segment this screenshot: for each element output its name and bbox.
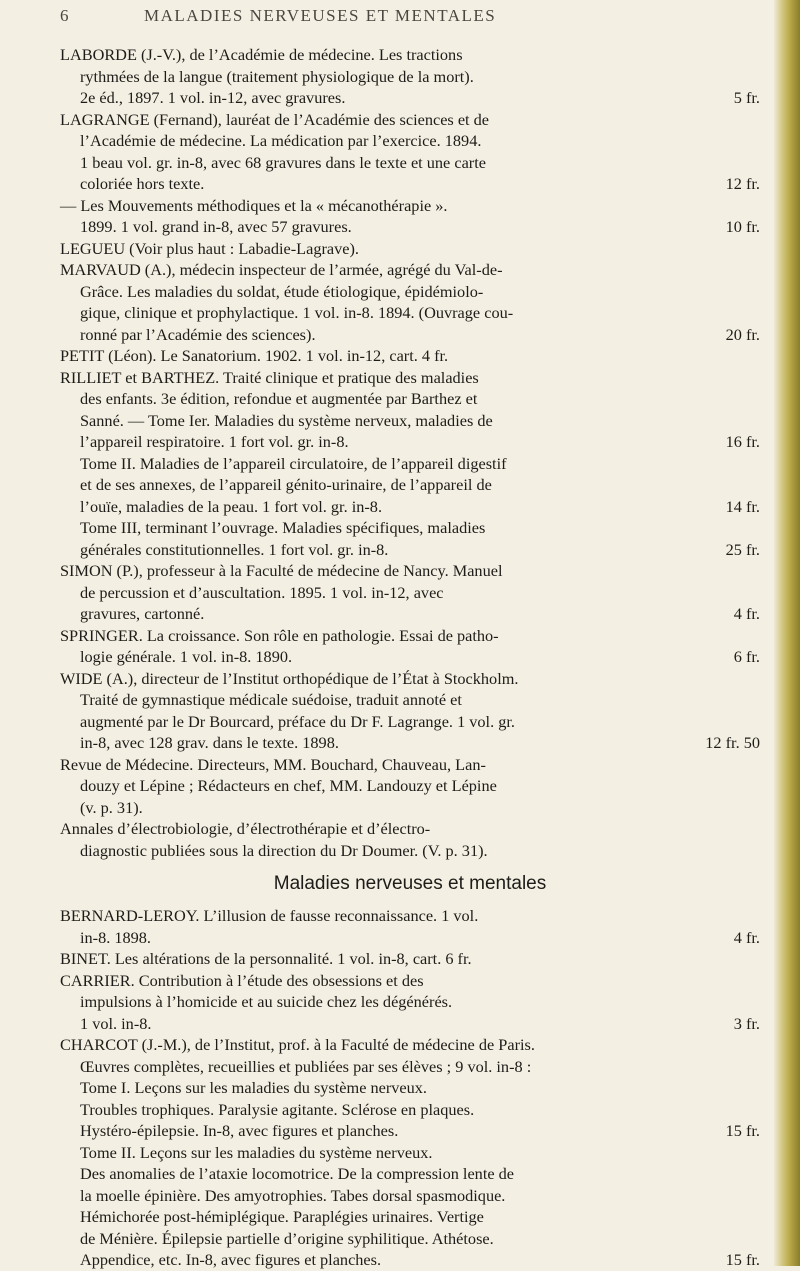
entry-price: 20 fr.	[725, 324, 760, 344]
entry-line: douzy et Lépine ; Rédacteurs en chef, MM. Landouzy et Lépine	[80, 776, 497, 795]
entry-line: WIDE (A.), directeur de l’Institut orthopédique de l’État à Stockholm.	[60, 668, 519, 688]
catalogue-entry	[60, 1142, 760, 1271]
entry-line: Revue de Médecine. Directeurs, MM. Bouchard, Chauveau, Lan-	[60, 754, 486, 774]
catalogue-entry	[60, 625, 760, 668]
entry-line: Appendice, etc. In-8, avec figures et planches. 15 fr.	[80, 1250, 760, 1269]
catalogue-entry	[60, 517, 760, 560]
entry-price: 4 fr.	[733, 604, 760, 623]
page-number: 6	[60, 6, 70, 25]
catalogue-entry	[60, 668, 760, 754]
entry-line: gravures, cartonné. 4 fr.	[80, 604, 760, 623]
entry-line: Grâce. Les maladies du soldat, étude étiologique, épidémiolo-	[80, 281, 484, 301]
entry-line: Annales d’électrobiologie, d’électrothérapie et d’électro-	[60, 819, 431, 838]
entry-line: des enfants. 3e édition, refondue et augmentée par Barthez et	[80, 389, 478, 408]
catalogue-entry	[60, 560, 760, 625]
entry-line: SIMON (P.), professeur à la Faculté de médecine de Nancy. Manuel	[60, 561, 503, 580]
catalogue-entry	[60, 754, 760, 819]
entry-line: l’Académie de médecine. La médication par l’exercice. 1894.	[80, 131, 482, 150]
catalogue-list-general	[60, 44, 760, 861]
entry-line: 1 beau vol. gr. in-8, avec 68 gravures dans le texte et une carte	[80, 152, 486, 172]
entry-line: l’appareil respiratoire. 1 fort vol. gr. in-8. 16 fr.	[80, 432, 760, 451]
entry-line: de percussion et d’auscultation. 1895. 1 vol. in-12, avec	[80, 582, 444, 602]
entry-line: impulsions à l’homicide et au suicide chez les dégénérés.	[80, 992, 453, 1011]
entry-line: Tome III, terminant l’ouvrage. Maladies spécifiques, maladies	[80, 518, 486, 537]
catalogue-entry	[60, 948, 760, 970]
entry-price: 12 fr. 50	[705, 733, 760, 752]
entry-line: Œuvres complètes, recueillies et publiées par ses élèves ; 9 vol. in-8 :	[80, 1056, 532, 1076]
entry-price: 6 fr.	[733, 647, 760, 666]
entry-price: 16 fr.	[725, 432, 760, 451]
entry-line: coloriée hors texte. 12 fr.	[80, 174, 760, 193]
entry-line: in-8. 1898. 4 fr.	[80, 927, 760, 947]
entry-line: CARRIER. Contribution à l’étude des obsessions et des	[60, 970, 424, 990]
entry-price: 3 fr.	[733, 1013, 760, 1033]
catalogue-entry	[60, 345, 760, 367]
entry-line: Hystéro-épilepsie. In-8, avec figures et planches. 15 fr.	[80, 1121, 760, 1140]
entry-line: RILLIET et BARTHEZ. Traité clinique et pratique des maladies	[60, 367, 479, 387]
catalogue-entry	[60, 259, 760, 345]
catalogue-entry	[60, 367, 760, 453]
entry-line: Sanné. — Tome Ier. Maladies du système nerveux, maladies de	[80, 410, 493, 430]
entry-line: in-8, avec 128 grav. dans le texte. 1898. 12 fr. 50	[80, 733, 760, 752]
catalogue-entry	[60, 195, 760, 238]
entry-line: SPRINGER. La croissance. Son rôle en pathologie. Essai de patho-	[60, 625, 499, 645]
entry-line: Des anomalies de l’ataxie locomotrice. De la compression lente de	[80, 1164, 515, 1183]
entry-line: la moelle épinière. Des amyotrophies. Tabes dorsal spasmodique.	[80, 1185, 506, 1205]
section-title: Maladies nerveuses et mentales	[273, 873, 547, 894]
entry-line: augmenté par le Dr Bourcard, préface du Dr F. Lagrange. 1 vol. gr.	[80, 711, 515, 731]
entry-line: 2e éd., 1897. 1 vol. in-12, avec gravures. 5 fr.	[80, 88, 760, 107]
entry-price: 5 fr.	[733, 88, 760, 107]
entry-line: 1 vol. in-8. 3 fr.	[80, 1013, 760, 1033]
entry-line: BINET. Les altérations de la personnalité. 1 vol. in-8, cart. 6 fr.	[60, 949, 472, 968]
entry-price: 25 fr.	[725, 539, 760, 559]
entry-line: gique, clinique et prophylactique. 1 vol. in-8. 1894. (Ouvrage cou-	[80, 303, 514, 322]
catalogue-entry	[60, 453, 760, 518]
running-head	[60, 6, 760, 32]
entry-price: 15 fr.	[725, 1121, 760, 1140]
catalogue-entry	[60, 109, 760, 195]
catalogue-entry	[60, 1034, 760, 1142]
entry-price: 4 fr.	[733, 927, 760, 947]
catalogue-list-nervous	[60, 905, 760, 1271]
entry-line: BERNARD-LEROY. L’illusion de fausse reconnaissance. 1 vol.	[60, 906, 479, 925]
entry-line: Traité de gymnastique médicale suédoise, traduit annoté et	[80, 690, 462, 709]
catalogue-entry	[60, 818, 760, 861]
entry-line: Hémichorée post-hémiplégique. Paraplégies urinaires. Vertige	[80, 1207, 484, 1226]
entry-line: — Les Mouvements méthodiques et la « mécanothérapie ».	[60, 195, 448, 215]
entry-line: (v. p. 31).	[80, 797, 143, 817]
entry-line: générales constitutionnelles. 1 fort vol. gr. in-8. 25 fr.	[80, 539, 760, 559]
entry-price: 10 fr.	[725, 217, 760, 236]
entry-price: 15 fr.	[725, 1250, 760, 1269]
entry-line: l’ouïe, maladies de la peau. 1 fort vol. gr. in-8. 14 fr.	[80, 496, 760, 516]
entry-line: CHARCOT (J.-M.), de l’Institut, prof. à la Faculté de médecine de Paris.	[60, 1035, 535, 1054]
entry-line: LEGUEU (Voir plus haut : Labadie-Lagrave).	[60, 238, 359, 258]
entry-line: logie générale. 1 vol. in-8. 1890. 6 fr.	[80, 647, 760, 666]
entry-line: et de ses annexes, de l’appareil génito-urinaire, de l’appareil de	[80, 475, 492, 494]
catalogue-entry	[60, 905, 760, 948]
catalogue-body	[60, 44, 760, 1271]
entry-line: 1899. 1 vol. grand in-8, avec 57 gravures. 10 fr.	[80, 217, 760, 236]
catalogue-entry	[60, 970, 760, 1035]
entry-price: 12 fr.	[725, 174, 760, 193]
entry-line: Tome I. Leçons sur les maladies du système nerveux.	[80, 1078, 428, 1097]
entry-line: MARVAUD (A.), médecin inspecteur de l’armée, agrégé du Val-de-	[60, 260, 503, 279]
entry-line: de Ménière. Épilepsie partielle d’origine syphilitique. Athétose.	[80, 1228, 494, 1248]
page-edge-decoration	[774, 0, 800, 1266]
entry-line: LABORDE (J.-V.), de l’Académie de médecine. Les tractions	[60, 45, 463, 64]
entry-line: LAGRANGE (Fernand), lauréat de l’Académie des sciences et de	[60, 109, 490, 129]
entry-line: Tome II. Maladies de l’appareil circulatoire, de l’appareil digestif	[80, 453, 507, 473]
entry-line: Tome II. Leçons sur les maladies du système nerveux.	[80, 1142, 433, 1162]
running-title: MALADIES NERVEUSES ET MENTALES	[144, 6, 497, 25]
catalogue-entry	[60, 238, 760, 260]
entry-line: diagnostic publiées sous la direction du Dr Doumer. (V. p. 31).	[80, 840, 488, 860]
entry-line: PETIT (Léon). Le Sanatorium. 1902. 1 vol. in-12, cart. 4 fr.	[60, 346, 449, 365]
entry-price: 14 fr.	[725, 496, 760, 516]
entry-line: ronné par l’Académie des sciences). 20 fr.	[80, 324, 760, 344]
entry-line: rythmées de la langue (traitement physiologique de la mort).	[80, 66, 474, 86]
catalogue-entry	[60, 44, 760, 109]
entry-line: Troubles trophiques. Paralysie agitante. Sclérose en plaques.	[80, 1099, 475, 1119]
